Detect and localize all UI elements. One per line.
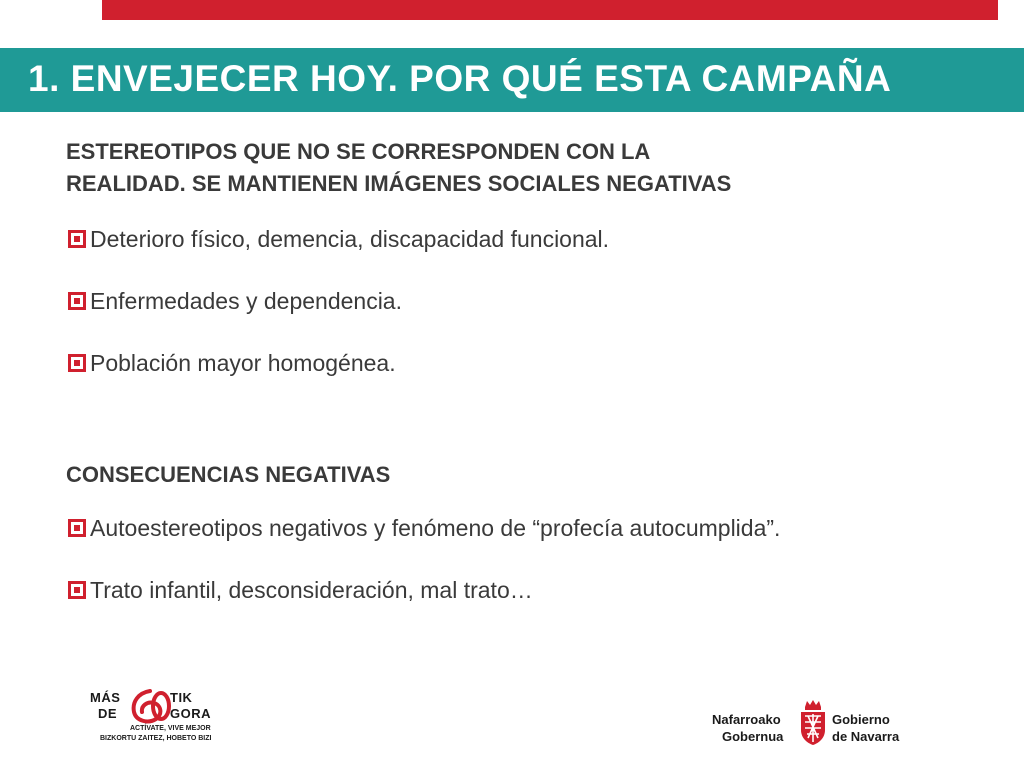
title-band <box>0 48 1024 112</box>
campaign-logo <box>86 688 236 752</box>
heading-line: REALIDAD. SE MANTIENEN IMÁGENES SOCIALES NEGATIVAS <box>66 171 732 196</box>
logo-text-basque: Gobernua <box>722 729 784 744</box>
slide-content <box>66 136 986 604</box>
bullet-text: Autoestereotipos negativos y fenómeno de “profecía autocumplida”. <box>90 515 781 541</box>
coat-of-arms-icon <box>798 698 828 746</box>
bullet-text: Deterioro físico, demencia, discapacidad funcional. <box>90 226 610 252</box>
bullet-item <box>66 576 986 604</box>
bullet-square-icon <box>68 354 86 372</box>
heading-line: ESTEREOTIPOS QUE NO SE CORRESPONDEN CON LA <box>66 139 651 164</box>
section-heading-consequences: CONSECUENCIAS NEGATIVAS <box>66 462 391 487</box>
government-logo <box>712 698 912 748</box>
bullet-text: Enfermedades y dependencia. <box>90 288 402 314</box>
bullet-square-icon <box>68 519 86 537</box>
sixty-emblem-icon <box>130 688 172 724</box>
logo-word: GORA <box>170 706 211 721</box>
logo-tagline: BIZKORTU ZAITEZ, HOBETO BIZI <box>100 735 212 742</box>
logo-text-basque: Nafarroako <box>712 712 781 727</box>
logo-word: DE <box>98 706 118 721</box>
slide-title: 1. ENVEJECER HOY. POR QUÉ ESTA CAMPAÑA <box>28 58 892 99</box>
logo-word: MÁS <box>90 690 121 705</box>
section-heading-stereotypes <box>66 136 986 200</box>
logo-text-spanish: de Navarra <box>832 729 900 744</box>
bullet-item <box>66 287 986 315</box>
logo-tagline: ACTÍVATE, VIVE MEJOR <box>130 725 211 732</box>
bullet-square-icon <box>68 581 86 599</box>
bullet-square-icon <box>68 292 86 310</box>
bullet-item <box>66 225 986 253</box>
logo-text-spanish: Gobierno <box>832 712 890 727</box>
bullet-item <box>66 514 986 542</box>
top-accent-bar <box>102 0 998 20</box>
bullet-text: Trato infantil, desconsideración, mal trato… <box>90 577 533 603</box>
bullet-square-icon <box>68 230 86 248</box>
logo-word: TIK <box>170 690 193 705</box>
bullet-item <box>66 349 986 377</box>
bullet-text: Población mayor homogénea. <box>90 350 396 376</box>
